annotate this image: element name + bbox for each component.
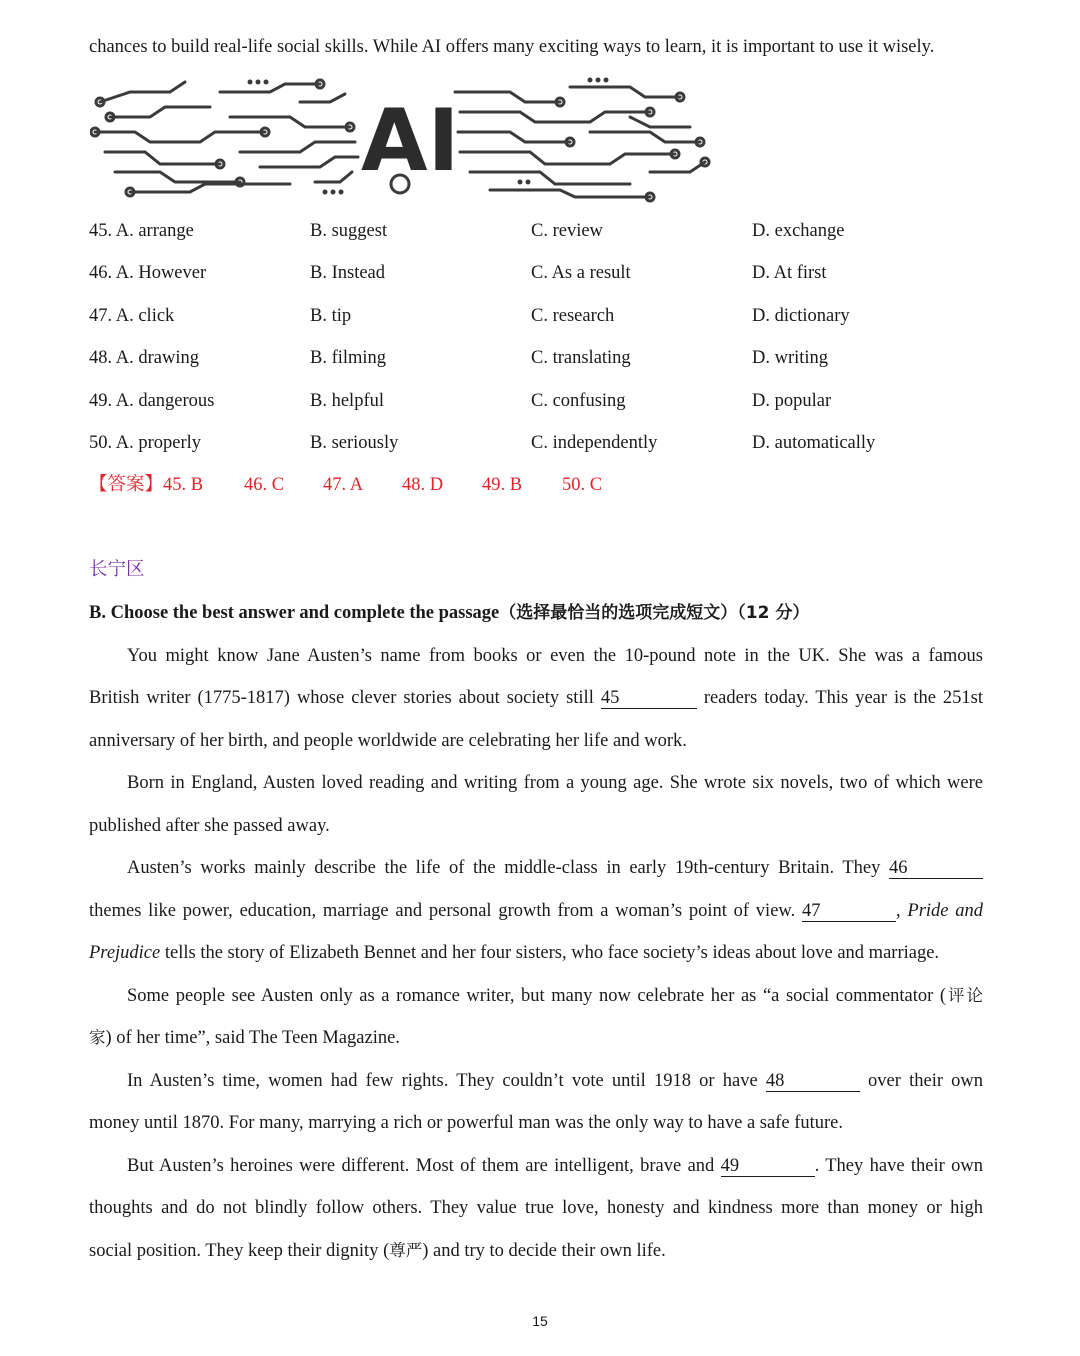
option-45-b: B. suggest — [310, 221, 388, 241]
passage-p3-line3 — [89, 941, 983, 965]
passage-text: ) of her time”, said The Teen Magazine. — [105, 1028, 400, 1048]
ai-circuit-image — [90, 72, 716, 204]
option-49-b: B. helpful — [310, 391, 384, 411]
option-45-c: C. review — [531, 221, 603, 241]
option-47-b: B. tip — [310, 306, 352, 326]
blank-48: 48 — [766, 1071, 860, 1092]
passage-p2-line2: published after she passed away. — [89, 816, 330, 836]
circuit-board-icon — [90, 72, 716, 204]
passage-p2-line1: Born in England, Austen loved reading and writing from a young age. She wrote six novels, two of which were — [127, 773, 983, 793]
passage-p6-line3 — [89, 1239, 983, 1263]
option-48-a: 48. A. drawing — [89, 348, 199, 368]
passage-cn-text: 家 — [89, 1028, 106, 1047]
district-heading: 长宁区 — [89, 559, 145, 580]
page-number: 15 — [532, 1313, 548, 1329]
option-45-d: D. exchange — [752, 221, 845, 241]
passage-p1-line1: You might know Jane Austen’s name from books or even the 10-pound note in the UK. She was a famous — [127, 646, 983, 666]
blank-47: 47 — [802, 901, 896, 922]
option-49-a: 49. A. dangerous — [89, 391, 215, 411]
option-row-46 — [89, 261, 989, 287]
option-row-47 — [89, 304, 989, 330]
book-title: Prejudice — [89, 943, 161, 963]
answer-47: 47. A — [323, 475, 364, 495]
option-47-a: 47. A. click — [89, 306, 175, 326]
passage-p1-line2 — [89, 686, 983, 710]
passage-p6-line1 — [127, 1154, 983, 1178]
passage-text: ) and try to decide their own life. — [422, 1241, 666, 1261]
intro-line: chances to build real-life social skills. While AI offers many exciting ways to learn, it is important to use it wisely. — [89, 37, 935, 57]
passage-text: readers today. This year is the 251st — [703, 688, 984, 708]
option-48-d: D. writing — [752, 348, 829, 368]
passage-cn-text: 尊严 — [389, 1241, 423, 1260]
passage-cn-text: 评论 — [946, 986, 984, 1005]
answer-49: 49. B — [482, 475, 523, 495]
passage-text: , — [895, 901, 901, 921]
option-48-c: C. translating — [531, 348, 631, 368]
option-row-49 — [89, 389, 989, 415]
section-title-cn: （选择最恰当的选项完成短文）（12 分） — [499, 603, 810, 623]
option-50-c: C. independently — [531, 433, 658, 453]
option-46-a: 46. A. However — [89, 263, 207, 283]
book-title: Pride and — [907, 901, 984, 921]
option-49-d: D. popular — [752, 391, 832, 411]
passage-p3-line1 — [127, 856, 983, 880]
passage-p5-line1 — [127, 1069, 983, 1093]
passage-text: tells the story of Elizabeth Bennet and her four sisters, who face society’s ideas about love and marriage. — [164, 943, 940, 963]
option-row-45 — [89, 219, 989, 245]
option-row-48 — [89, 346, 989, 372]
option-46-d: D. At first — [752, 263, 827, 283]
passage-text: Austen’s works mainly describe the life of the middle-class in early 19th-century Britain. They — [127, 858, 881, 878]
option-46-b: B. Instead — [310, 263, 386, 283]
passage-text: British writer (1775-1817) whose clever stories about society still — [89, 688, 594, 708]
option-48-b: B. filming — [310, 348, 387, 368]
blank-46: 46 — [889, 858, 983, 879]
answer-48: 48. D — [402, 475, 444, 495]
passage-p6-line2: thoughts and do not blindly follow others. They value true love, honesty and kindness more than money or high — [89, 1198, 983, 1218]
section-title-en: B. Choose the best answer and complete the passage — [89, 603, 500, 623]
passage-text: In Austen’s time, women had few rights. They couldn’t vote until 1918 or have — [127, 1071, 758, 1091]
answer-50: 50. C — [562, 475, 603, 495]
option-50-d: D. automatically — [752, 433, 876, 453]
passage-p3-line2 — [89, 899, 983, 923]
passage-text: . They have their own — [814, 1156, 983, 1176]
passage-text: Some people see Austen only as a romance writer, but many now celebrate her as “a social commentator ( — [127, 986, 947, 1006]
blank-45: 45 — [601, 688, 697, 709]
option-45-a: 45. A. arrange — [89, 221, 194, 241]
passage-p1-line3: anniversary of her birth, and people worldwide are celebrating her life and work. — [89, 731, 687, 751]
passage-p4-line1 — [127, 984, 983, 1008]
passage-p5-line2: money until 1870. For many, marrying a rich or powerful man was the only way to have a safe future. — [89, 1113, 844, 1133]
option-47-c: C. research — [531, 306, 615, 326]
option-row-50 — [89, 431, 989, 457]
section-title — [89, 601, 809, 625]
answer-46: 46. C — [244, 475, 285, 495]
option-46-c: C. As a result — [531, 263, 631, 283]
answer-label: 【答案】45. B — [89, 475, 204, 495]
passage-p4-line2 — [89, 1026, 983, 1050]
option-47-d: D. dictionary — [752, 306, 850, 326]
passage-text: But Austen’s heroines were different. Most of them are intelligent, brave and — [127, 1156, 715, 1176]
blank-49: 49 — [721, 1156, 815, 1177]
passage-text: themes like power, education, marriage and personal growth from a woman’s point of view. — [89, 901, 796, 921]
option-50-a: 50. A. properly — [89, 433, 202, 453]
ai-logo-text: AI — [361, 91, 460, 191]
option-50-b: B. seriously — [310, 433, 399, 453]
option-49-c: C. confusing — [531, 391, 626, 411]
passage-text: over their own — [868, 1071, 984, 1091]
passage-text: social position. They keep their dignity ( — [89, 1241, 390, 1261]
